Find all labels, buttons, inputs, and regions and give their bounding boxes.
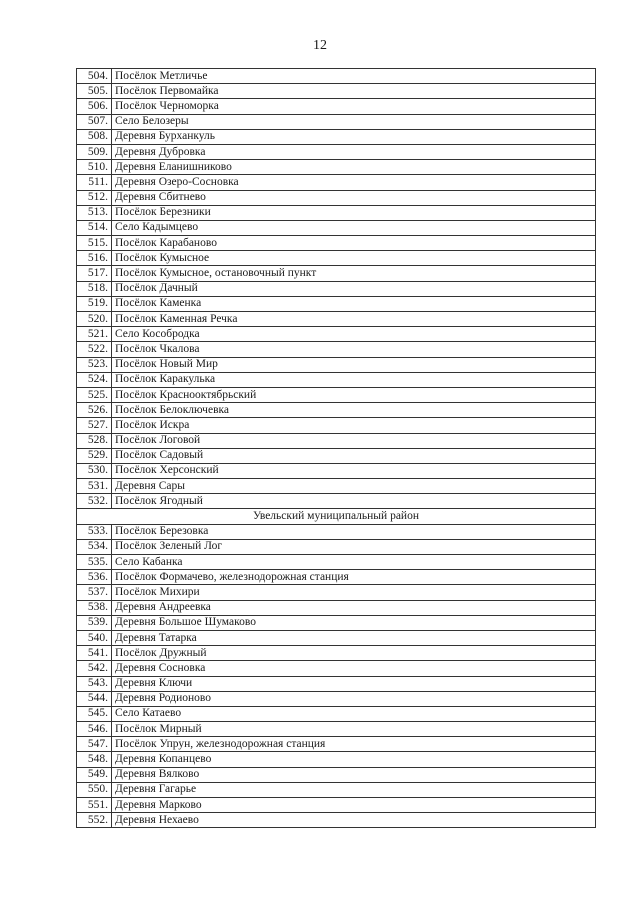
row-number: 521. (77, 327, 112, 342)
row-number: 539. (77, 615, 112, 630)
table-row (77, 281, 596, 296)
row-number: 543. (77, 676, 112, 691)
row-number: 518. (77, 281, 112, 296)
settlement-name: Посёлок Каменка (112, 296, 596, 311)
table-row (77, 555, 596, 570)
table-row (77, 114, 596, 129)
settlement-name: Деревня Ключи (112, 676, 596, 691)
row-number: 529. (77, 448, 112, 463)
section-title: Увельский муниципальный район (77, 509, 596, 524)
table-row (77, 205, 596, 220)
row-number: 504. (77, 69, 112, 84)
section-header-row (77, 509, 596, 524)
settlement-name: Посёлок Михири (112, 585, 596, 600)
table-row (77, 251, 596, 266)
table-row (77, 479, 596, 494)
table-row (77, 585, 596, 600)
table-row (77, 327, 596, 342)
table-row (77, 175, 596, 190)
row-number: 551. (77, 798, 112, 813)
table-row (77, 418, 596, 433)
table-row (77, 433, 596, 448)
page-number: 12 (313, 38, 327, 53)
settlement-name: Посёлок Белоключевка (112, 403, 596, 418)
row-number: 538. (77, 600, 112, 615)
row-number: 533. (77, 524, 112, 539)
row-number: 509. (77, 144, 112, 159)
settlement-name: Село Катаево (112, 706, 596, 721)
settlement-name: Деревня Вялково (112, 767, 596, 782)
settlement-name: Посёлок Кумысное, остановочный пункт (112, 266, 596, 281)
settlement-name: Посёлок Первомайка (112, 84, 596, 99)
table-row (77, 144, 596, 159)
row-number: 507. (77, 114, 112, 129)
settlement-name: Деревня Нехаево (112, 813, 596, 828)
table-row (77, 570, 596, 585)
settlement-name: Деревня Бурханкуль (112, 129, 596, 144)
table-row (77, 312, 596, 327)
table-row (77, 69, 596, 84)
row-number: 520. (77, 312, 112, 327)
settlement-name: Посёлок Новый Мир (112, 357, 596, 372)
row-number: 544. (77, 691, 112, 706)
table-row (77, 646, 596, 661)
table-row (77, 296, 596, 311)
row-number: 508. (77, 129, 112, 144)
table-row (77, 99, 596, 114)
settlement-name: Посёлок Мирный (112, 722, 596, 737)
settlement-name: Село Кособродка (112, 327, 596, 342)
row-number: 541. (77, 646, 112, 661)
table-row (77, 403, 596, 418)
settlement-name: Посёлок Кумысное (112, 251, 596, 266)
table-row (77, 448, 596, 463)
row-number: 519. (77, 296, 112, 311)
table-row (77, 600, 596, 615)
row-number: 516. (77, 251, 112, 266)
settlement-name: Посёлок Упрун, железнодорожная станция (112, 737, 596, 752)
row-number: 517. (77, 266, 112, 281)
table-row (77, 630, 596, 645)
settlement-name: Посёлок Черноморка (112, 99, 596, 114)
table-row (77, 129, 596, 144)
settlement-name: Деревня Копанцево (112, 752, 596, 767)
table-row (77, 813, 596, 828)
settlement-name: Посёлок Каменная Речка (112, 312, 596, 327)
settlement-name: Посёлок Дачный (112, 281, 596, 296)
settlement-name: Деревня Родионово (112, 691, 596, 706)
settlement-name: Деревня Андреевка (112, 600, 596, 615)
settlement-name: Посёлок Ягодный (112, 494, 596, 509)
row-number: 514. (77, 220, 112, 235)
settlement-name: Посёлок Формачево, железнодорожная станция (112, 570, 596, 585)
settlement-name: Село Кабанка (112, 555, 596, 570)
settlement-name: Деревня Татарка (112, 630, 596, 645)
row-number: 550. (77, 782, 112, 797)
settlement-name: Посёлок Логовой (112, 433, 596, 448)
table-row (77, 372, 596, 387)
table-row (77, 676, 596, 691)
row-number: 525. (77, 387, 112, 402)
row-number: 552. (77, 813, 112, 828)
settlement-name: Посёлок Каракулька (112, 372, 596, 387)
row-number: 527. (77, 418, 112, 433)
row-number: 535. (77, 555, 112, 570)
row-number: 513. (77, 205, 112, 220)
table-row (77, 357, 596, 372)
row-number: 506. (77, 99, 112, 114)
table-row (77, 494, 596, 509)
settlement-name: Посёлок Метличье (112, 69, 596, 84)
settlement-name: Посёлок Садовый (112, 448, 596, 463)
settlement-name: Деревня Сары (112, 479, 596, 494)
row-number: 526. (77, 403, 112, 418)
table-row (77, 220, 596, 235)
settlement-name: Деревня Сосновка (112, 661, 596, 676)
settlement-name: Деревня Дубровка (112, 144, 596, 159)
settlements-table (76, 68, 596, 828)
table-row (77, 463, 596, 478)
row-number: 511. (77, 175, 112, 190)
row-number: 523. (77, 357, 112, 372)
settlement-name: Деревня Большое Шумаково (112, 615, 596, 630)
settlement-name: Посёлок Краснооктябрьский (112, 387, 596, 402)
row-number: 524. (77, 372, 112, 387)
row-number: 547. (77, 737, 112, 752)
row-number: 522. (77, 342, 112, 357)
table-row (77, 722, 596, 737)
row-number: 512. (77, 190, 112, 205)
table-row (77, 236, 596, 251)
settlement-name: Деревня Сбитнево (112, 190, 596, 205)
settlements-table-body (77, 69, 596, 828)
row-number: 505. (77, 84, 112, 99)
row-number: 532. (77, 494, 112, 509)
settlement-name: Посёлок Березовка (112, 524, 596, 539)
settlement-name: Посёлок Искра (112, 418, 596, 433)
row-number: 540. (77, 630, 112, 645)
settlement-name: Посёлок Зеленый Лог (112, 539, 596, 554)
table-row (77, 767, 596, 782)
row-number: 545. (77, 706, 112, 721)
table-row (77, 737, 596, 752)
table-row (77, 266, 596, 281)
table-row (77, 798, 596, 813)
settlement-name: Посёлок Карабаново (112, 236, 596, 251)
settlement-name: Село Белозеры (112, 114, 596, 129)
table-row (77, 160, 596, 175)
settlement-name: Посёлок Чкалова (112, 342, 596, 357)
row-number: 530. (77, 463, 112, 478)
settlement-name: Село Кадымцево (112, 220, 596, 235)
row-number: 515. (77, 236, 112, 251)
table-row (77, 539, 596, 554)
row-number: 546. (77, 722, 112, 737)
settlement-name: Деревня Гагарье (112, 782, 596, 797)
settlement-name: Посёлок Херсонский (112, 463, 596, 478)
settlement-name: Деревня Озеро-Сосновка (112, 175, 596, 190)
table-row (77, 84, 596, 99)
table-row (77, 691, 596, 706)
row-number: 536. (77, 570, 112, 585)
row-number: 549. (77, 767, 112, 782)
row-number: 534. (77, 539, 112, 554)
table-row (77, 387, 596, 402)
settlement-name: Посёлок Березники (112, 205, 596, 220)
table-row (77, 524, 596, 539)
table-row (77, 661, 596, 676)
table-row (77, 706, 596, 721)
table-row (77, 190, 596, 205)
row-number: 510. (77, 160, 112, 175)
settlement-name: Деревня Марково (112, 798, 596, 813)
settlement-name: Посёлок Дружный (112, 646, 596, 661)
row-number: 537. (77, 585, 112, 600)
table-row (77, 342, 596, 357)
row-number: 528. (77, 433, 112, 448)
settlement-name: Деревня Еланишниково (112, 160, 596, 175)
row-number: 531. (77, 479, 112, 494)
table-row (77, 615, 596, 630)
row-number: 542. (77, 661, 112, 676)
row-number: 548. (77, 752, 112, 767)
table-row (77, 782, 596, 797)
table-row (77, 752, 596, 767)
